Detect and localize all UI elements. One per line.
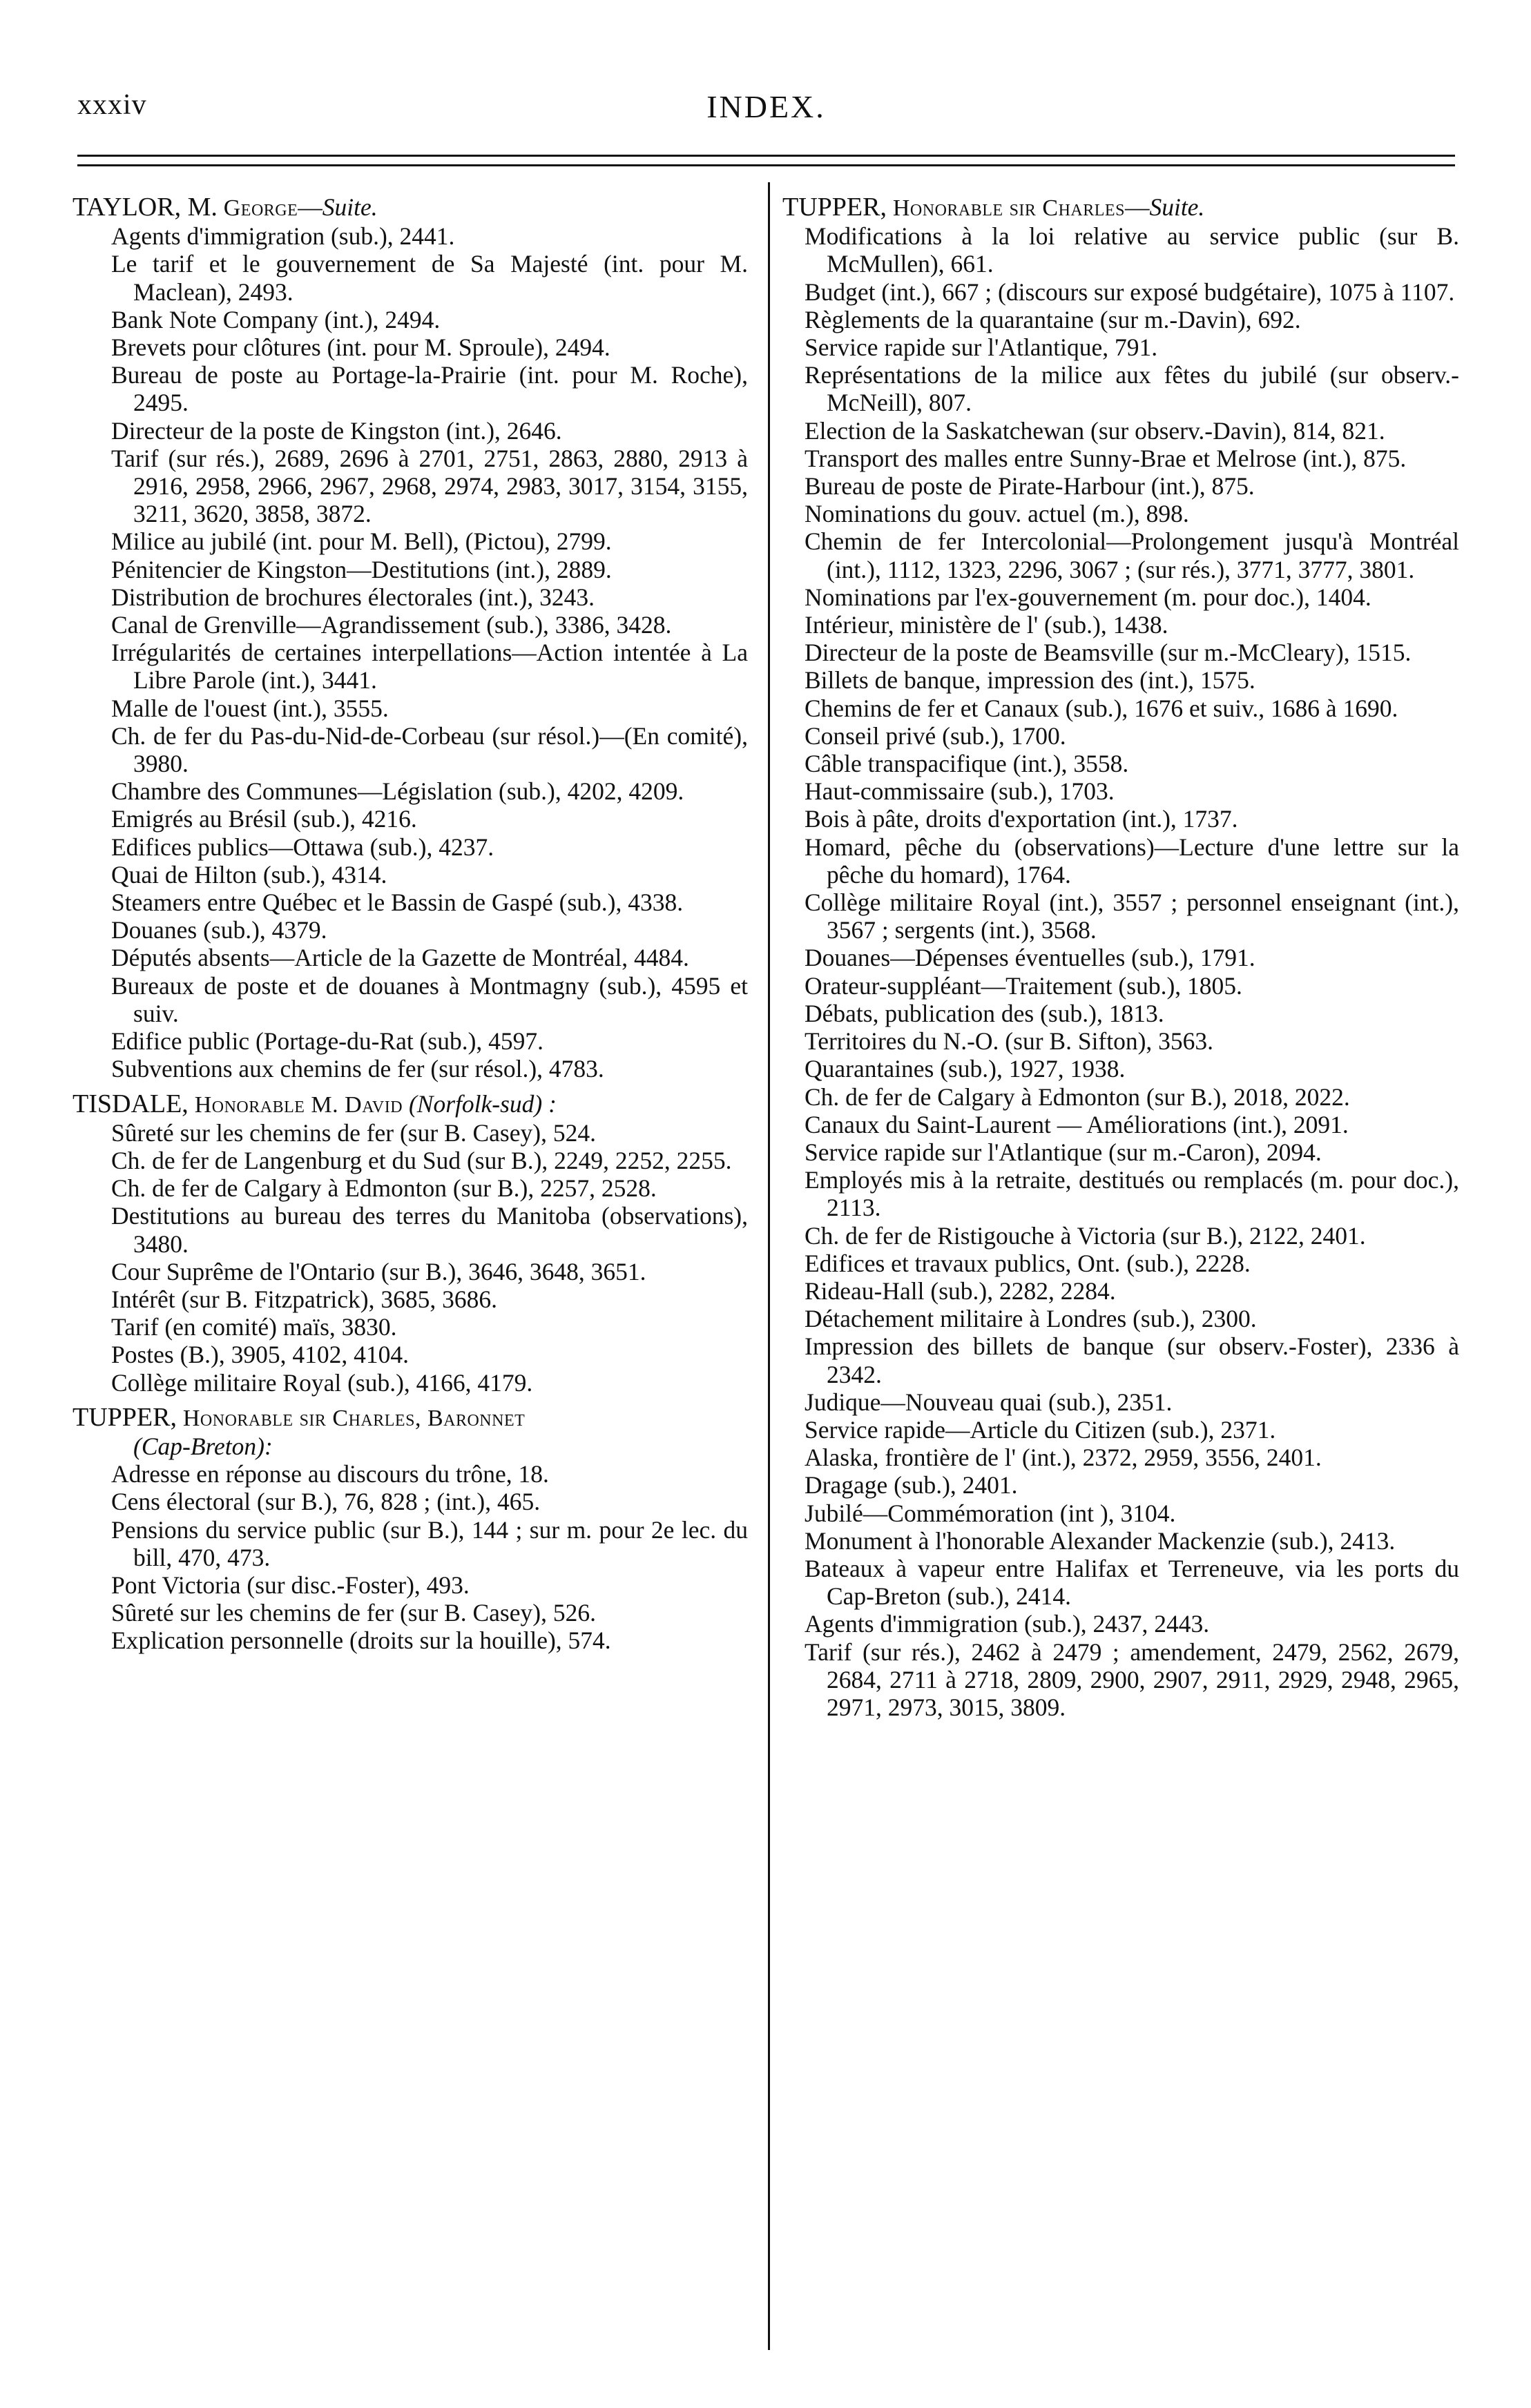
index-entry: Ch. de fer de Calgary à Edmonton (sur B.), 2257, 2528. bbox=[111, 1174, 657, 1203]
index-entry: Distribution de brochures électorales (int.), 3243. bbox=[111, 583, 595, 611]
index-entry: Collège militaire Royal (int.), 3557 ; personnel enseignant (int.), 3567 ; sergents (int.), 3568. bbox=[805, 889, 1459, 944]
index-entry: Transport des malles entre Sunny-Brae et Melrose (int.), 875. bbox=[805, 444, 1407, 472]
index-entry: Conseil privé (sub.), 1700. bbox=[805, 721, 1066, 750]
index-entry: Service rapide sur l'Atlantique, 791. bbox=[805, 333, 1158, 362]
heading-riding: (Norfolk-sud) : bbox=[408, 1089, 557, 1118]
index-entry: Directeur de la poste de Beamsville (sur m.-McCleary), 1515. bbox=[805, 639, 1412, 667]
header-rule-bottom bbox=[77, 164, 1455, 166]
heading-title: Honorable sir Charles bbox=[892, 195, 1125, 221]
page-header bbox=[77, 88, 1455, 130]
index-entry: Douanes—Dépenses éventuelles (sub.), 1791. bbox=[805, 944, 1255, 972]
heading-riding: (Cap-Breton): bbox=[133, 1432, 273, 1460]
index-entry: Tarif (sur rés.), 2689, 2696 à 2701, 2751, 2863, 2880, 2913 à 2916, 2958, 2966, 2967, 2968, 2974, 2983, 3017, 3154, 3155, 3211, 3620, 3858, 3872. bbox=[111, 444, 748, 528]
index-entry: Service rapide sur l'Atlantique (sur m.-Caron), 2094. bbox=[805, 1138, 1322, 1166]
index-entry: Territoires du N.-O. (sur B. Sifton), 3563. bbox=[805, 1027, 1214, 1056]
index-entry: Ch. de fer du Pas-du-Nid-de-Corbeau (sur résol.)—(En comité), 3980. bbox=[111, 721, 748, 778]
index-entry: Homard, pêche du (observations)—Lecture d'une lettre sur la pêche du homard), 1764. bbox=[805, 833, 1459, 889]
index-entry: Députés absents—Article de la Gazette de Montréal, 4484. bbox=[111, 944, 689, 972]
heading-name: TUPPER, bbox=[73, 1402, 177, 1432]
index-entry: Monument à l'honorable Alexander Mackenzie (sub.), 2413. bbox=[805, 1526, 1396, 1555]
header-rule-top bbox=[77, 155, 1455, 157]
index-entry: Bateaux à vapeur entre Halifax et Terreneuve, via les ports du Cap-Breton (sub.), 2414. bbox=[805, 1554, 1459, 1611]
heading-name: TAYLOR, M. bbox=[73, 193, 218, 222]
index-entry: Canaux du Saint-Laurent — Améliorations (int.), 2091. bbox=[805, 1110, 1349, 1138]
index-entry: Alaska, frontière de l' (int.), 2372, 2959, 3556, 2401. bbox=[805, 1444, 1322, 1472]
index-entry: Chambre des Communes—Législation (sub.), 4202, 4209. bbox=[111, 777, 684, 806]
index-entry: Chemins de fer et Canaux (sub.), 1676 et suiv., 1686 à 1690. bbox=[805, 694, 1398, 722]
index-entry: Douanes (sub.), 4379. bbox=[111, 916, 327, 944]
index-entry: Pont Victoria (sur disc.-Foster), 493. bbox=[111, 1571, 470, 1599]
index-entry: Haut-commissaire (sub.), 1703. bbox=[805, 777, 1115, 806]
index-entry: Agents d'immigration (sub.), 2441. bbox=[111, 222, 455, 251]
index-entry: Cens électoral (sur B.), 76, 828 ; (int.), 465. bbox=[111, 1488, 541, 1516]
index-entry: Bank Note Company (int.), 2494. bbox=[111, 305, 441, 333]
heading-suite: Suite. bbox=[322, 193, 378, 221]
index-entry: Représentations de la milice aux fêtes du jubilé (sur observ.-McNeill), 807. bbox=[805, 361, 1459, 417]
index-entry: Subventions aux chemins de fer (sur résol.), 4783. bbox=[111, 1055, 604, 1083]
index-entry: Le tarif et le gouvernement de Sa Majesté (int. pour M. Maclean), 2493. bbox=[111, 250, 748, 306]
index-entry: Agents d'immigration (sub.), 2437, 2443. bbox=[805, 1610, 1210, 1638]
index-entry: Débats, publication des (sub.), 1813. bbox=[805, 999, 1164, 1027]
index-entry: Tarif (en comité) maïs, 3830. bbox=[111, 1313, 397, 1341]
index-entry: Destitutions au bureau des terres du Manitoba (observations), 3480. bbox=[111, 1202, 748, 1258]
index-entry: Edifices publics—Ottawa (sub.), 4237. bbox=[111, 833, 494, 861]
index-entry: Règlements de la quarantaine (sur m.-Davin), 692. bbox=[805, 305, 1301, 333]
index-entry: Détachement militaire à Londres (sub.), 2300. bbox=[805, 1305, 1257, 1333]
index-entry: Election de la Saskatchewan (sur observ.-Davin), 814, 821. bbox=[805, 416, 1385, 445]
heading-title: Honorable sir Charles, Baronnet bbox=[182, 1405, 526, 1431]
index-entry: Câble transpacifique (int.), 3558. bbox=[805, 750, 1129, 778]
index-entry: Bois à pâte, droits d'exportation (int.), 1737. bbox=[805, 805, 1238, 833]
index-entry: Milice au jubilé (int. pour M. Bell), (Pictou), 2799. bbox=[111, 527, 612, 556]
index-entry: Sûreté sur les chemins de fer (sur B. Casey), 524. bbox=[111, 1118, 596, 1147]
index-entry: Edifice public (Portage-du-Rat (sub.), 4597. bbox=[111, 1027, 544, 1056]
index-entry: Malle de l'ouest (int.), 3555. bbox=[111, 694, 389, 722]
heading-dash: — bbox=[1124, 193, 1150, 221]
column-divider bbox=[768, 182, 770, 2350]
index-entry: Adresse en réponse au discours du trône, 18. bbox=[111, 1460, 549, 1488]
index-entry: Chemin de fer Intercolonial—Prolongement jusqu'à Montréal (int.), 1112, 1323, 2296, 3067 ; (sur rés.), 3771, 3777, 3801. bbox=[805, 527, 1459, 583]
index-entry: Pénitencier de Kingston—Destitutions (int.), 2889. bbox=[111, 555, 612, 583]
heading-title: Honorable M. David bbox=[194, 1091, 403, 1118]
index-entry: Ch. de fer de Calgary à Edmonton (sur B.), 2018, 2022. bbox=[805, 1082, 1350, 1111]
index-entry: Service rapide—Article du Citizen (sub.), 2371. bbox=[805, 1415, 1276, 1444]
entries-taylor bbox=[73, 222, 748, 1082]
heading-suite: Suite. bbox=[1149, 193, 1205, 221]
index-entry: Steamers entre Québec et le Bassin de Gaspé (sub.), 4338. bbox=[111, 889, 684, 917]
index-entry: Ch. de fer de Ristigouche à Victoria (sur B.), 2122, 2401. bbox=[805, 1221, 1366, 1250]
index-entry: Modifications à la loi relative au service public (sur B. McMullen), 661. bbox=[805, 222, 1459, 278]
index-entry: Cour Suprême de l'Ontario (sur B.), 3646, 3648, 3651. bbox=[111, 1257, 646, 1285]
heading-name: TUPPER, bbox=[782, 193, 887, 222]
running-title: INDEX. bbox=[706, 89, 826, 124]
entries-tupper bbox=[73, 1460, 748, 1654]
entries-tupper-suite bbox=[782, 222, 1459, 1721]
page-number: xxxiv bbox=[77, 89, 147, 121]
index-entry: Orateur-suppléant—Traitement (sub.), 1805. bbox=[805, 971, 1242, 1000]
heading-title: George bbox=[223, 195, 298, 221]
heading-dash: — bbox=[298, 193, 322, 221]
index-entry: Quarantaines (sub.), 1927, 1938. bbox=[805, 1055, 1126, 1083]
index-entry: Emigrés au Brésil (sub.), 4216. bbox=[111, 805, 417, 833]
index-entry: Canal de Grenville—Agrandissement (sub.), 3386, 3428. bbox=[111, 611, 672, 639]
index-entry: Judique—Nouveau quai (sub.), 2351. bbox=[805, 1388, 1173, 1416]
index-entry: Nominations par l'ex-gouvernement (m. pour doc.), 1404. bbox=[805, 583, 1371, 611]
index-entry: Intérêt (sur B. Fitzpatrick), 3685, 3686. bbox=[111, 1285, 498, 1313]
index-entry: Ch. de fer de Langenburg et du Sud (sur B.), 2249, 2252, 2255. bbox=[111, 1146, 732, 1174]
index-entry: Employés mis à la retraite, destitués ou remplacés (m. pour doc.), 2113. bbox=[805, 1166, 1459, 1222]
index-entry: Bureaux de poste et de douanes à Montmagny (sub.), 4595 et suiv. bbox=[111, 971, 748, 1027]
index-entry: Dragage (sub.), 2401. bbox=[805, 1471, 1018, 1499]
heading-name: TISDALE, bbox=[73, 1089, 189, 1118]
index-entry: Tarif (sur rés.), 2462 à 2479 ; amendement, 2479, 2562, 2679, 2684, 2711 à 2718, 2809, 2900, 2907, 2911, 2929, 2948, 2965, 2971, 2973, 3015, 3809. bbox=[805, 1638, 1459, 1721]
index-heading-tisdale bbox=[73, 1090, 748, 1119]
entries-tisdale bbox=[73, 1119, 748, 1397]
index-entry: Billets de banque, impression des (int.), 1575. bbox=[805, 666, 1255, 695]
index-entry: Budget (int.), 667 ; (discours sur exposé budgétaire), 1075 à 1107. bbox=[805, 278, 1455, 306]
left-column bbox=[73, 193, 748, 1655]
right-column bbox=[782, 193, 1459, 1721]
index-entry: Irrégularités de certaines interpellations—Action intentée à La Libre Parole (int.), 3441. bbox=[111, 639, 748, 695]
index-entry: Quai de Hilton (sub.), 4314. bbox=[111, 860, 387, 889]
index-entry: Rideau-Hall (sub.), 2282, 2284. bbox=[805, 1276, 1116, 1305]
index-entry: Jubilé—Commémoration (int ), 3104. bbox=[805, 1499, 1176, 1527]
index-heading-taylor bbox=[73, 193, 748, 222]
index-entry: Directeur de la poste de Kingston (int.), 2646. bbox=[111, 416, 562, 445]
index-entry: Intérieur, ministère de l' (sub.), 1438. bbox=[805, 611, 1168, 639]
index-heading-tupper-suite bbox=[782, 193, 1459, 222]
index-entry: Explication personnelle (droits sur la houille), 574. bbox=[111, 1627, 611, 1655]
index-entry: Sûreté sur les chemins de fer (sur B. Casey), 526. bbox=[111, 1599, 596, 1627]
index-entry: Nominations du gouv. actuel (m.), 898. bbox=[805, 500, 1189, 528]
index-entry: Impression des billets de banque (sur observ.-Foster), 2336 à 2342. bbox=[805, 1332, 1459, 1388]
index-entry: Postes (B.), 3905, 4102, 4104. bbox=[111, 1341, 409, 1369]
index-entry: Bureau de poste au Portage-la-Prairie (int. pour M. Roche), 2495. bbox=[111, 361, 748, 417]
index-entry: Bureau de poste de Pirate-Harbour (int.), 875. bbox=[805, 472, 1255, 501]
index-entry: Pensions du service public (sur B.), 144 ; sur m. pour 2e lec. du bill, 470, 473. bbox=[111, 1515, 748, 1571]
index-entry: Brevets pour clôtures (int. pour M. Sproule), 2494. bbox=[111, 333, 610, 362]
index-heading-tupper bbox=[73, 1404, 748, 1433]
index-entry: Collège militaire Royal (sub.), 4166, 4179. bbox=[111, 1368, 533, 1397]
index-entry: Edifices et travaux publics, Ont. (sub.), 2228. bbox=[805, 1249, 1251, 1277]
